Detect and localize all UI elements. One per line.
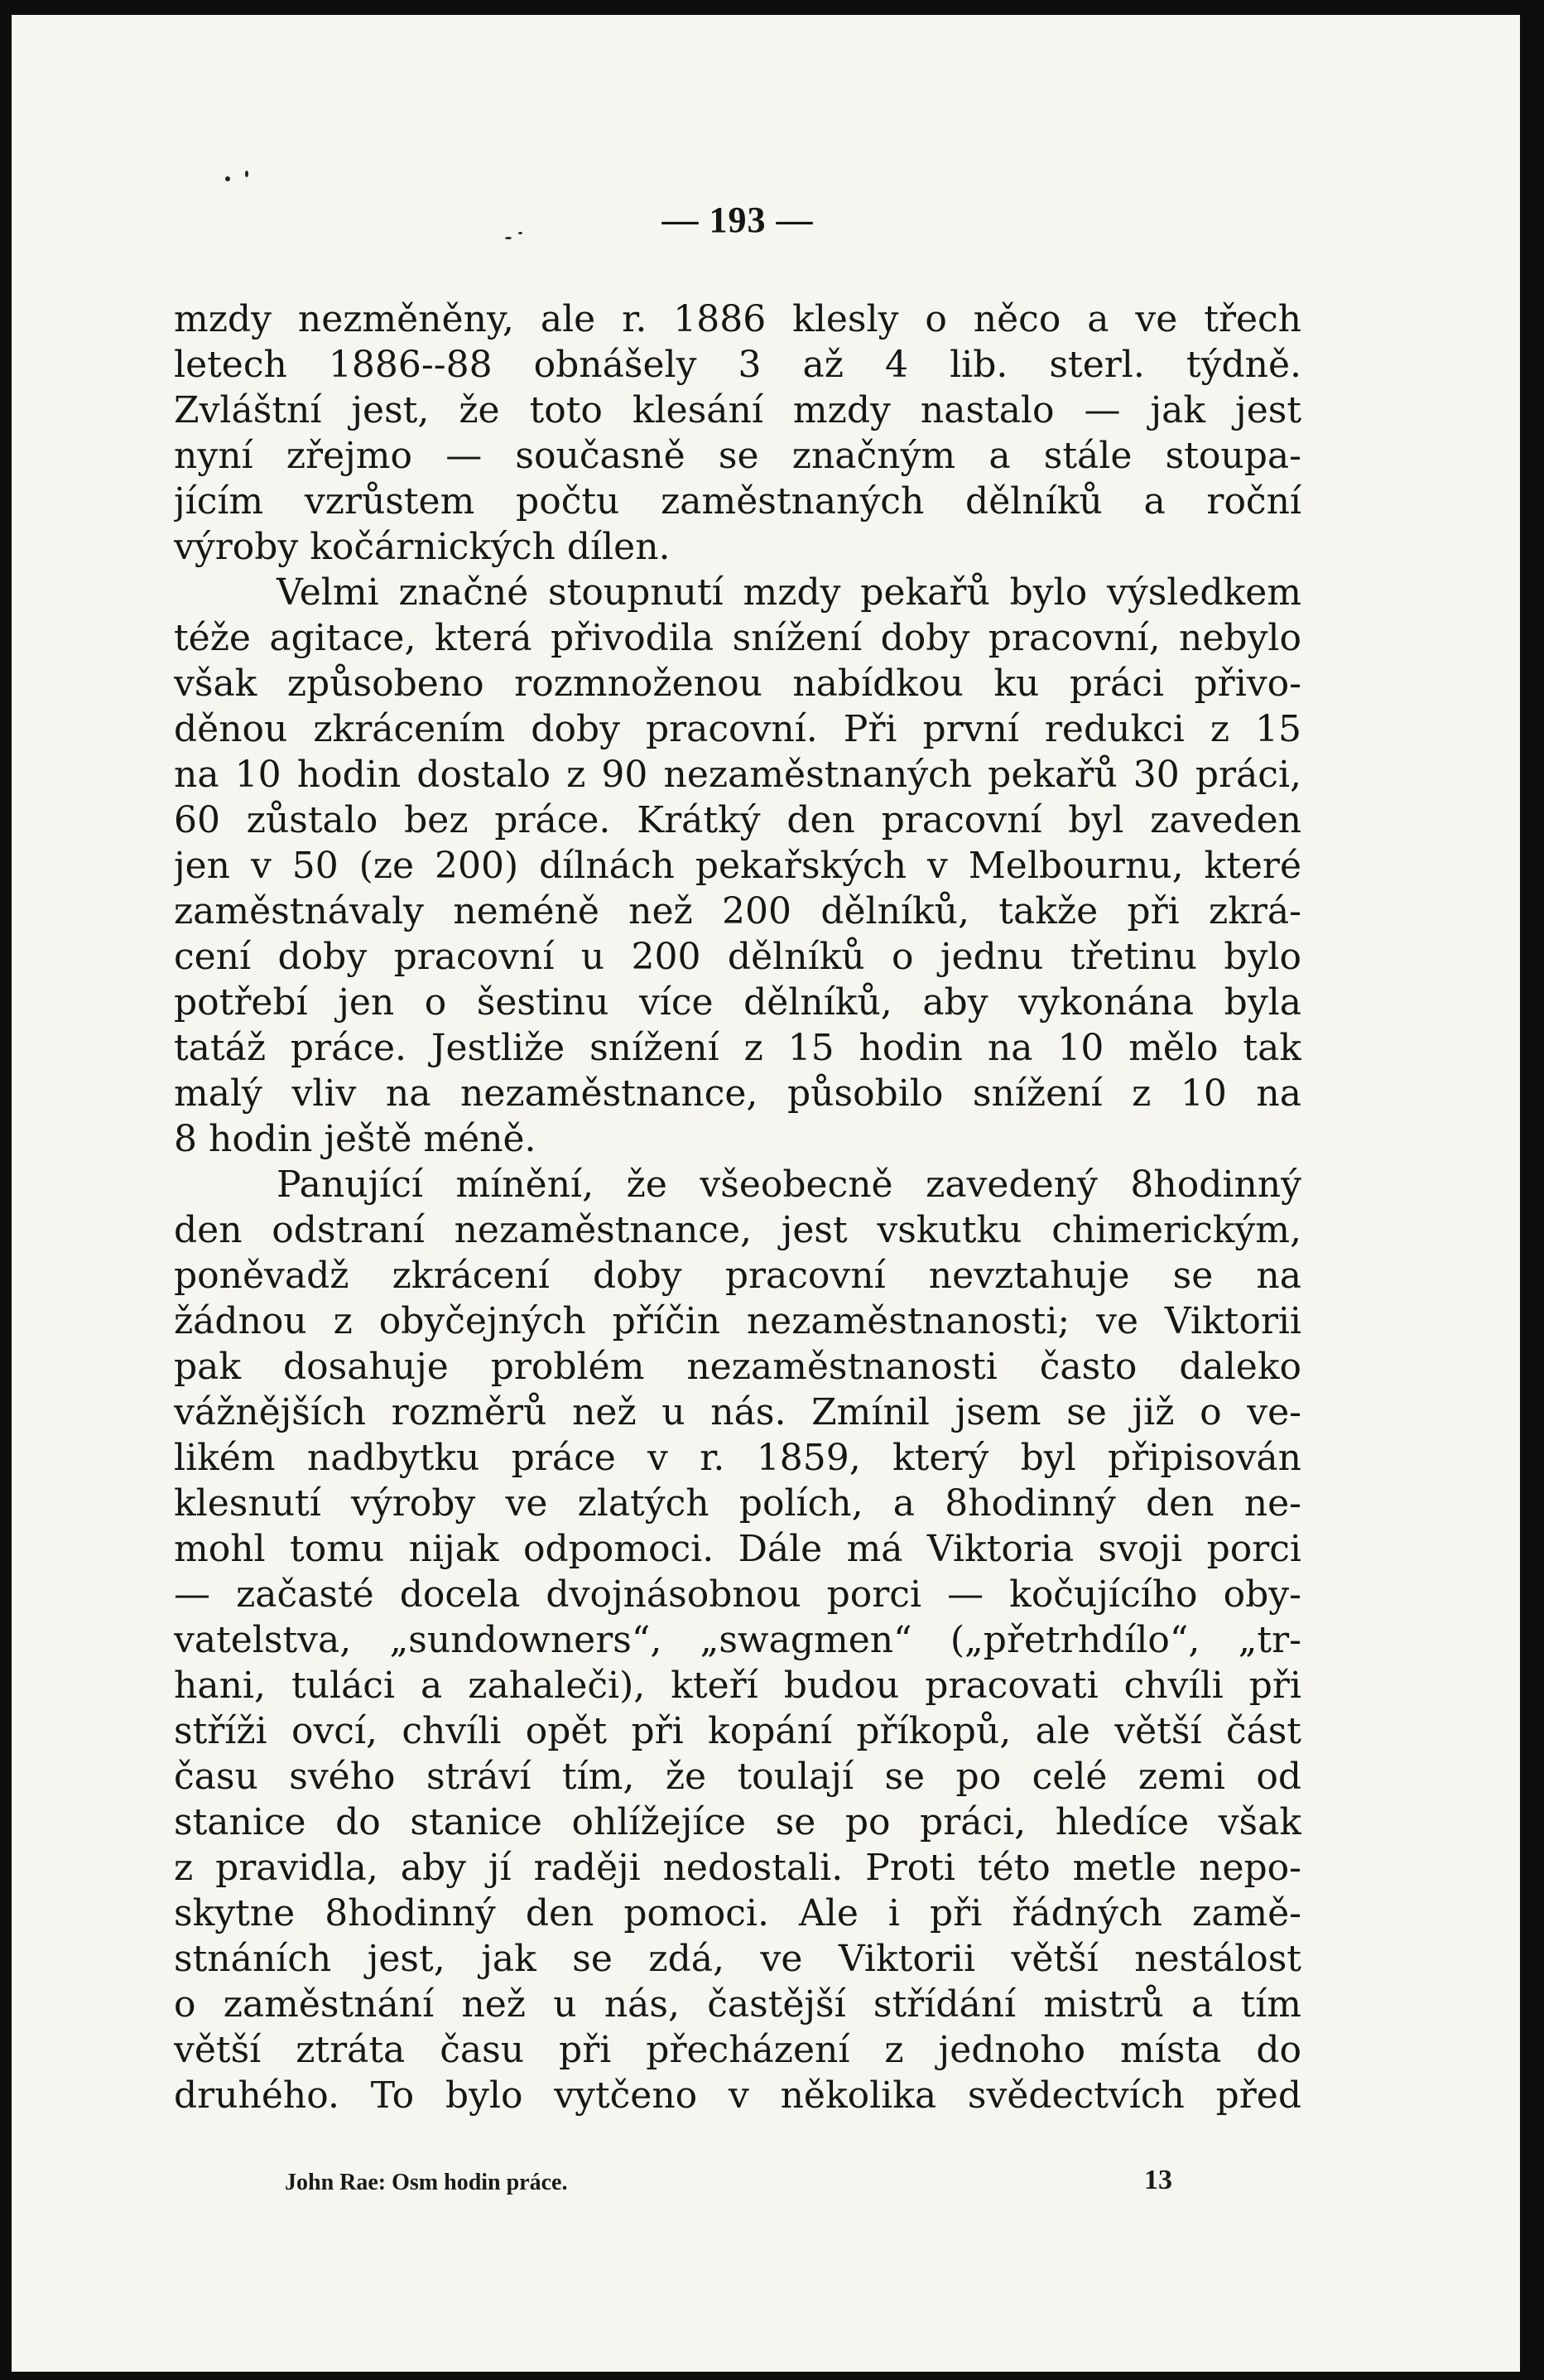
text-line: druhého. To bylo vytčeno v několika svědectvích před	[174, 2074, 1301, 2117]
text-line: o zaměstnání než u nás, častější střídání mistrů a tím	[174, 1983, 1301, 2026]
text-line: den odstraní nezaměstnance, jest vskutku chimerickým,	[174, 1209, 1301, 1251]
print-speck	[245, 171, 248, 177]
text-line: potřebí jen o šestinu více dělníků, aby vykonána byla	[174, 981, 1301, 1024]
text-line: jícím vzrůstem počtu zaměstnaných dělníků a roční	[174, 480, 1301, 523]
text-line: cení doby pracovní u 200 dělníků o jednu třetinu bylo	[174, 936, 1301, 978]
text-line: na 10 hodin dostalo z 90 nezaměstnaných pekařů 30 práci,	[174, 754, 1301, 796]
text-line: Zvláštní jest, že toto klesání mzdy nastalo — jak jest	[174, 389, 1301, 431]
text-line: stanice do stanice ohlížejíce se po práci, hledíce však	[174, 1801, 1301, 1843]
text-line: vážnějších rozměrů než u nás. Zmínil jsem se již o ve-	[174, 1391, 1301, 1433]
text-line: mohl tomu nijak odpomoci. Dále má Viktoria svoji porci	[174, 1528, 1301, 1570]
text-line: klesnutí výroby ve zlatých polích, a 8hodinný den ne-	[174, 1482, 1301, 1525]
text-line: letech 1886--88 obnášely 3 až 4 lib. sterl. týdně.	[174, 344, 1301, 386]
print-speck	[225, 176, 230, 181]
text-line: likém nadbytku práce v r. 1859, který byl připisován	[174, 1437, 1301, 1479]
signature-mark: 13	[1144, 2165, 1172, 2195]
text-line: výroby kočárnických dílen.	[174, 526, 671, 568]
text-line: větší ztráta času při přecházení z jednoho místa do	[174, 2029, 1301, 2071]
footer-title: John Rae: Osm hodin práce.	[285, 2170, 568, 2195]
print-speck	[505, 237, 512, 239]
text-line: času svého stráví tím, že toulají se po celé zemi od	[174, 1756, 1301, 1798]
text-line: malý vliv na nezaměstnance, působilo snížení z 10 na	[174, 1072, 1301, 1115]
text-line: hani, tuláci a zahaleči), kteří budou pracovati chvíli při	[174, 1665, 1301, 1707]
text-line: stnáních jest, jak se zdá, ve Viktorii větší nestálost	[174, 1938, 1301, 1980]
text-line: stříži ovcí, chvíli opět při kopání příkopů, ale větší část	[174, 1710, 1301, 1752]
text-line: děnou zkrácením doby pracovní. Při první redukci z 15	[174, 708, 1301, 750]
page-number: — 193 —	[661, 200, 814, 240]
text-line: poněvadž zkrácení doby pracovní nevztahuje se na	[174, 1255, 1301, 1297]
text-line: tatáž práce. Jestliže snížení z 15 hodin na 10 mělo tak	[174, 1027, 1301, 1069]
text-line: — začasté docela dvojnásobnou porci — kočujícího oby-	[174, 1573, 1301, 1616]
text-line: 8 hodin ještě méně.	[174, 1118, 536, 1160]
print-speck	[518, 232, 522, 234]
text-line: 60 zůstalo bez práce. Krátký den pracovní byl zaveden	[174, 799, 1301, 841]
text-line: Panující mínění, že všeobecně zavedený 8hodinný	[277, 1164, 1301, 1206]
text-line: z pravidla, aby jí raději nedostali. Proti této metle nepo-	[174, 1847, 1301, 1889]
book-page	[12, 15, 1520, 2372]
text-line: zaměstnávaly neméně než 200 dělníků, takže při zkrá-	[174, 890, 1301, 932]
text-line: téže agitace, která přivodila snížení doby pracovní, nebylo	[174, 617, 1301, 659]
body-text	[174, 296, 1301, 2118]
text-line: pak dosahuje problém nezaměstnanosti často daleko	[174, 1346, 1301, 1388]
text-line: nyní zřejmo — současně se značným a stále stoupa-	[174, 435, 1301, 477]
text-line: Velmi značné stoupnutí mzdy pekařů bylo výsledkem	[277, 571, 1301, 614]
text-line: žádnou z obyčejných příčin nezaměstnanosti; ve Viktorii	[174, 1300, 1301, 1342]
text-line: však způsobeno rozmnoženou nabídkou ku práci přivo-	[174, 662, 1301, 705]
text-line: skytne 8hodinný den pomoci. Ale i při řádných zamě-	[174, 1892, 1301, 1934]
text-line: vatelstva, „sundowners“, „swagmen“ („přetrhdílo“, „tr-	[174, 1619, 1301, 1661]
text-line: mzdy nezměněny, ale r. 1886 klesly o něco a ve třech	[174, 298, 1301, 340]
text-line: jen v 50 (ze 200) dílnách pekařských v Melbournu, které	[174, 845, 1301, 887]
